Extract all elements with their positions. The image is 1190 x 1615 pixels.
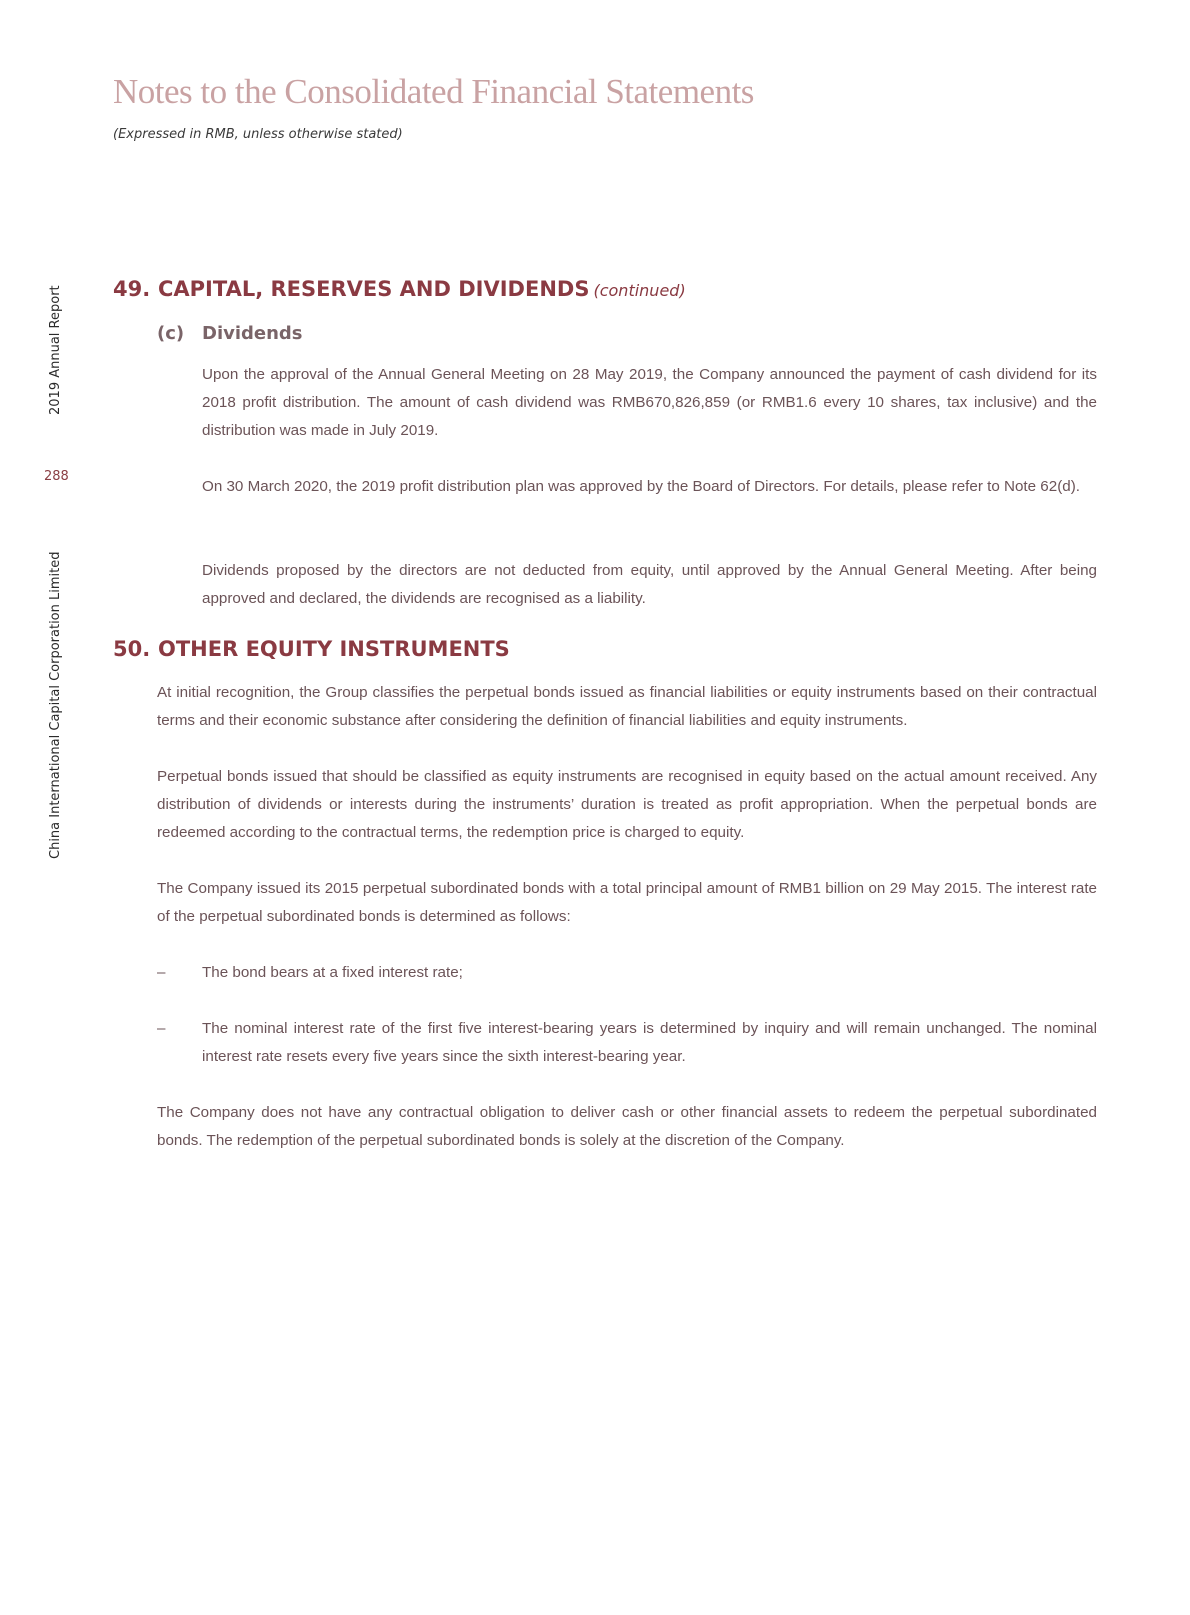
sidebar-company-name: China International Capital Corporation Limited <box>48 551 63 859</box>
page-title: Notes to the Consolidated Financial Statements <box>113 72 754 111</box>
sidebar-report-name: 2019 Annual Report <box>48 285 63 415</box>
bullet-1-marker: – <box>157 964 166 981</box>
dividends-paragraph-1: Upon the approval of the Annual General Meeting on 28 May 2019, the Company announced the payment of cash dividend for its 2018 profit distribution. The amount of cash dividend was RMB670,826,859 (or RMB1.6 every 10 shares, tax inclusive) and the distribution was made in July 2019. <box>202 366 1097 439</box>
section-49-heading <box>113 277 686 301</box>
section-49-continued: (continued) <box>593 281 686 300</box>
section-49-title: CAPITAL, RESERVES AND DIVIDENDS <box>158 277 590 301</box>
equity-paragraph-1: At initial recognition, the Group classifies the perpetual bonds issued as financial liabilities or equity instruments based on their contractual terms and their economic substance after considering the definition of financial liabilities and equity instruments. <box>157 684 1097 729</box>
section-50-title: OTHER EQUITY INSTRUMENTS <box>158 637 510 661</box>
equity-paragraph-2: Perpetual bonds issued that should be classified as equity instruments are recognised in equity based on the actual amount received. Any distribution of dividends or interests during the instruments’ duration is treated as profit appropriation. When the perpetual bonds are redeemed according to the contractual terms, the redemption price is charged to equity. <box>157 768 1097 841</box>
page-number: 288 <box>44 469 69 484</box>
equity-closing-paragraph: The Company does not have any contractual obligation to deliver cash or other financial assets to redeem the perpetual subordinated bonds. The redemption of the perpetual subordinated bonds is solely at the discretion of the Company. <box>157 1104 1097 1149</box>
section-50-number: 50. <box>113 637 151 661</box>
page-subtitle: (Expressed in RMB, unless otherwise stated) <box>113 127 403 142</box>
dividends-paragraph-3: Dividends proposed by the directors are not deducted from equity, until approved by the Annual General Meeting. After being approved and declared, the dividends are recognised as a liability. <box>202 562 1097 607</box>
subsection-c-heading <box>157 323 303 344</box>
bullet-2-marker: – <box>157 1020 166 1037</box>
section-49-number: 49. <box>113 277 151 301</box>
subsection-c-letter: (c) <box>157 323 185 344</box>
section-50-heading <box>113 637 510 661</box>
dividends-paragraph-2: On 30 March 2020, the 2019 profit distribution plan was approved by the Board of Directors. For details, please refer to Note 62(d). <box>202 478 1080 495</box>
equity-paragraph-3: The Company issued its 2015 perpetual subordinated bonds with a total principal amount of RMB1 billion on 29 May 2015. The interest rate of the perpetual subordinated bonds is determined as follows: <box>157 880 1097 925</box>
bullet-1-text: The bond bears at a fixed interest rate; <box>202 964 463 981</box>
subsection-c-title: Dividends <box>202 323 303 344</box>
bullet-2-text: The nominal interest rate of the first five interest-bearing years is determined by inquiry and will remain unchanged. The nominal interest rate resets every five years since the sixth interest-bearing year. <box>202 1020 1097 1065</box>
